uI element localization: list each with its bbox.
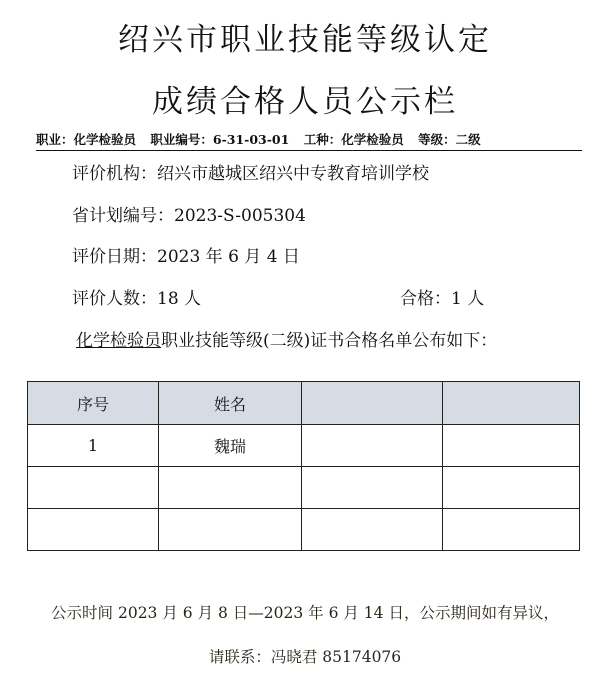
cell — [443, 467, 580, 509]
header-index: 序号 — [28, 382, 159, 425]
cell — [28, 467, 159, 509]
header-empty-4 — [443, 382, 580, 425]
table-row — [28, 509, 580, 551]
evaluation-count: 评价人数：18 人 — [72, 289, 202, 309]
occupation-subheader — [36, 130, 582, 151]
occupation: 职业：化学检验员 — [36, 132, 137, 147]
evaluation-date: 评价日期：2023 年 6 月 4 日 — [72, 247, 300, 267]
passed-list-table — [27, 381, 580, 551]
cell — [302, 425, 443, 467]
cell — [159, 509, 302, 551]
cell — [159, 467, 302, 509]
table-row — [28, 425, 580, 467]
footer-notice: 公示时间 2023 月 6 月 8 日—2023 年 6 月 14 日，公示期间如有异议， — [51, 604, 559, 622]
passed-count: 合格：1 人 — [400, 289, 485, 309]
table-row — [28, 467, 580, 509]
cell-index: 1 — [28, 425, 159, 467]
plan-number: 省计划编号：2023-S-005304 — [72, 206, 306, 226]
statement-occupation: 化学检验员 — [76, 331, 161, 351]
cell — [28, 509, 159, 551]
work-type: 工种：化学检验员 — [303, 132, 404, 147]
level: 等级：二级 — [418, 132, 481, 147]
cell-name: 魏瑞 — [159, 425, 302, 467]
footer-contact: 请联系：冯晓君 85174076 — [208, 648, 402, 666]
evaluation-org: 评价机构：绍兴市越城区绍兴中专教育培训学校 — [72, 164, 429, 184]
cell — [443, 509, 580, 551]
cell — [302, 467, 443, 509]
cell — [443, 425, 580, 467]
title-line-1: 绍兴市职业技能等级认定 — [118, 22, 492, 58]
title-line-2: 成绩合格人员公示栏 — [152, 84, 458, 120]
header-empty-3 — [302, 382, 443, 425]
occupation-code: 职业编号：6-31-03-01 — [150, 132, 290, 147]
table-header-row — [28, 382, 580, 425]
header-name: 姓名 — [159, 382, 302, 425]
cell — [302, 509, 443, 551]
statement-text: 职业技能等级(二级)证书合格名单公布如下： — [161, 331, 498, 351]
statement — [76, 326, 497, 351]
